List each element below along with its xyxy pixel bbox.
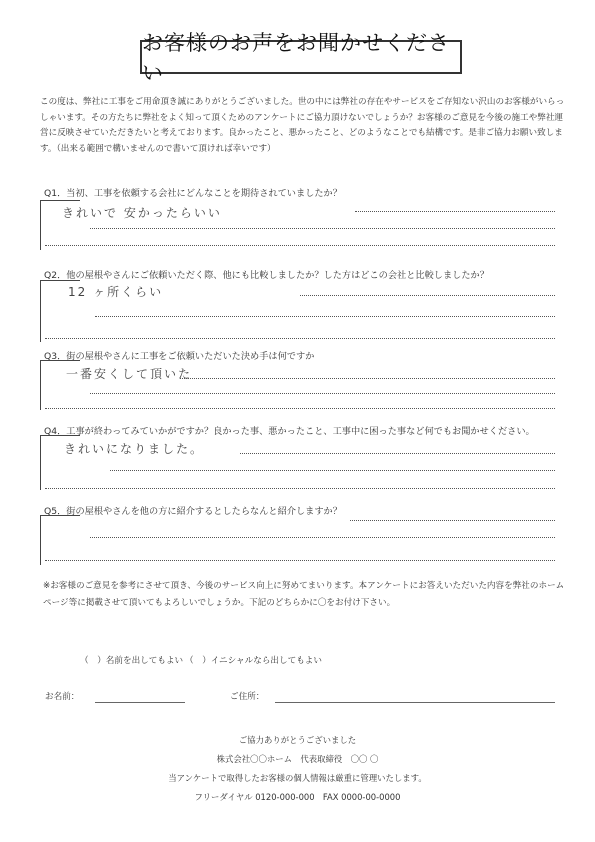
answer-3-line <box>180 378 555 379</box>
answer-1-text[interactable]: きれいで 安かったらいい <box>62 206 222 220</box>
footer-contact: フリーダイヤル 0120-000-000 FAX 0000-00-0000 <box>194 792 401 802</box>
answer-2-text[interactable]: 12 ヶ所くらい <box>68 285 164 299</box>
answer-1-line <box>45 245 555 246</box>
footer-company: 株式会社〇〇ホーム 代表取締役 〇〇 〇 <box>216 754 379 764</box>
answer-5-box <box>40 515 80 565</box>
question-3: Q3．街の屋根やさんに工事をご依頼いただいた決め手は何ですか <box>44 351 315 362</box>
publication-note: ※お客様のご意見を参考にさせて頂き、今後のサービス向上に努めてまいります。本アンケートにお答えいただいた内容を弊社のホームページ等に掲載させて頂いてもよろしいでしょうか。下記のどちらかに〇をお付け下さい。 <box>43 581 565 608</box>
permission-option-initial[interactable]: （ ）イニシャルなら出してもよい <box>185 656 322 666</box>
answer-3-line <box>90 393 555 394</box>
name-line[interactable] <box>95 702 185 703</box>
answer-3-text[interactable]: 一番安くして頂いた <box>66 367 193 381</box>
answer-4-line <box>45 488 555 489</box>
answer-2-line <box>300 295 555 296</box>
question-5: Q5．街の屋根やさんを他の方に紹介するとしたらなんと紹介しますか？ <box>44 506 342 517</box>
footer-privacy: 当アンケートで取得したお客様の個人情報は厳重に管理いたします。 <box>168 773 427 783</box>
permission-option-name[interactable]: （ ）名前を出してもよい <box>80 656 184 666</box>
answer-5-line <box>350 520 555 521</box>
question-2: Q2．他の屋根やさんにご依頼いただく際、他にも比較しましたか？した方はどこの会社と比較しましたか？ <box>44 270 489 281</box>
answer-5-line <box>45 560 555 561</box>
answer-1-line <box>355 211 555 212</box>
question-1: Q1．当初、工事を依頼する会社にどんなことを期待されていましたか？ <box>44 188 342 199</box>
survey-title-box <box>140 31 462 85</box>
answer-4-line <box>240 453 555 454</box>
address-label: ご住所： <box>230 692 265 702</box>
answer-3-line <box>45 408 555 409</box>
intro-text: この度は、弊社に工事をご用命頂き誠にありがとうございました。世の中には弊社の存在やサービスをご存知ない沢山のお客様がいらっしゃいます。その方たちに弊社をよく知って頂くためのアンケートにご協力頂けないでしょうか？お客様のご意見を今後の施工や弊社運営に反映させていただきたいと考えております。良かったこと、悪かったこと、どのようなことでも結構です。是非ご協力お願い致します。（出来る範囲で構いませんので書いて頂ければ幸いです） <box>40 97 565 154</box>
survey-title: お客様のお声をお聞かせください <box>142 31 450 85</box>
footer-thanks: ご協力ありがとうございました <box>238 735 357 745</box>
address-line[interactable] <box>275 702 555 703</box>
answer-2-line <box>45 338 555 339</box>
answer-4-text[interactable]: きれいになりました。 <box>64 442 205 456</box>
answer-2-line <box>95 316 555 317</box>
name-label: お名前： <box>45 692 80 702</box>
answer-5-line <box>90 537 555 538</box>
answer-1-line <box>90 228 555 229</box>
answer-4-line <box>110 470 555 471</box>
question-4: Q4．工事が終わってみていかがですか？良かった事、悪かったこと、工事中に困った事など何でもお聞かせください。 <box>44 426 535 437</box>
